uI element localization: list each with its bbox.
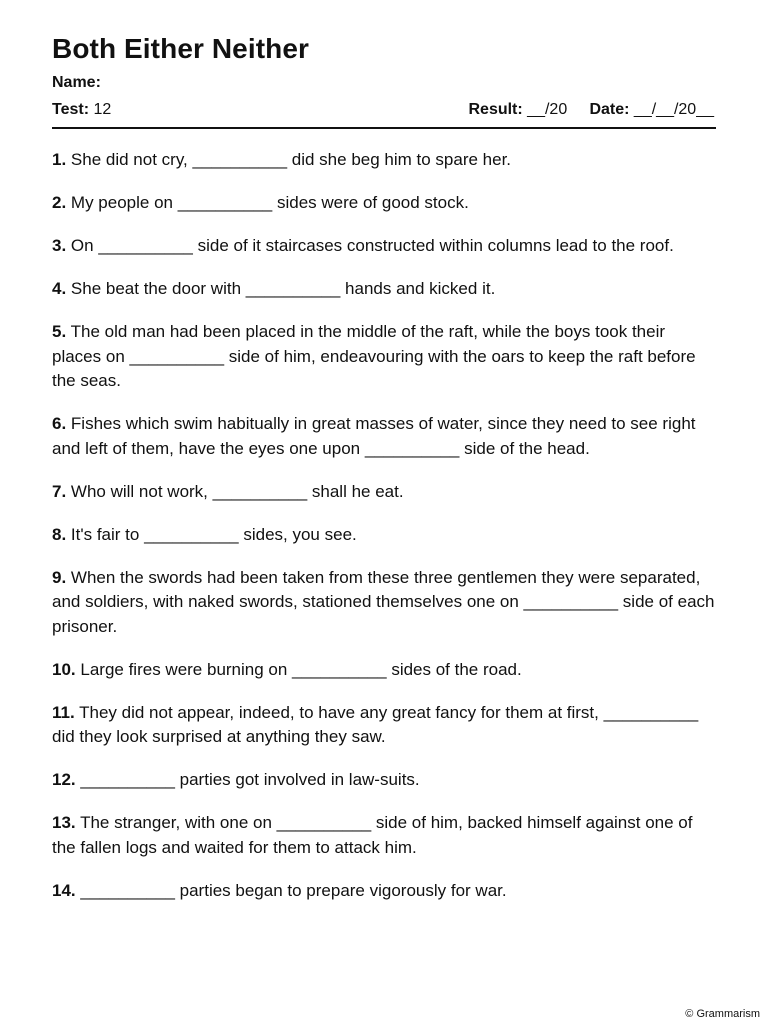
question-number: 2. xyxy=(52,193,67,212)
question-number: 1. xyxy=(52,150,67,169)
question-text: The old man had been placed in the middle of the raft, while the boys took their places on __________ side of him, endeavouring with the oars to keep the raft before the seas. xyxy=(52,322,696,390)
question-item xyxy=(52,701,716,750)
question-text: She beat the door with __________ hands and kicked it. xyxy=(70,279,496,298)
question-number: 5. xyxy=(52,322,67,341)
question-item xyxy=(52,566,716,640)
question-item xyxy=(52,811,716,860)
result-date-info xyxy=(468,101,714,119)
question-item xyxy=(52,412,716,461)
question-item xyxy=(52,768,716,793)
question-number: 13. xyxy=(52,813,76,832)
question-text: On __________ side of it staircases constructed within columns lead to the roof. xyxy=(70,236,674,255)
result-label: Result: xyxy=(468,101,523,118)
question-item xyxy=(52,191,716,216)
copyright-notice: © Grammarism xyxy=(685,1008,760,1020)
question-number: 7. xyxy=(52,481,67,501)
test-label: Test: xyxy=(52,101,90,118)
question-number: 8. xyxy=(52,524,67,544)
page-title: Both Either Neither xyxy=(52,33,310,64)
question-item xyxy=(52,320,716,394)
question-text: My people on __________ sides were of good stock. xyxy=(70,193,469,212)
question-text: The stranger, with one on __________ side of him, backed himself against one of the fallen logs and waited for them to attack him. xyxy=(52,813,693,857)
question-text: __________ parties got involved in law-suits. xyxy=(80,770,420,789)
worksheet-page xyxy=(52,0,716,1024)
question-number: 12. xyxy=(52,770,76,789)
question-item xyxy=(52,234,716,259)
question-item xyxy=(52,658,716,683)
question-item xyxy=(52,148,716,173)
question-number: 14. xyxy=(52,880,76,900)
question-text: She did not cry, __________ did she beg him to spare her. xyxy=(70,150,512,169)
question-text: Large fires were burning on __________ sides of the road. xyxy=(80,659,522,679)
question-number: 6. xyxy=(52,414,67,433)
question-text: They did not appear, indeed, to have any great fancy for them at first, __________ did they look surprised at anything they saw. xyxy=(52,702,699,746)
question-number: 4. xyxy=(52,279,67,298)
question-item xyxy=(52,277,716,302)
question-number: 3. xyxy=(52,236,67,255)
question-text: __________ parties began to prepare vigorously for war. xyxy=(80,880,507,900)
date-label: Date: xyxy=(589,101,630,118)
test-number: 12 xyxy=(93,101,112,118)
name-field xyxy=(52,74,101,92)
question-text: When the swords had been taken from these three gentlemen they were separated, and soldiers, with naked swords, stationed themselves one on __________ side of each prisoner. xyxy=(52,567,715,636)
date-value: __/__/20__ xyxy=(633,101,714,118)
result-value: __/20 xyxy=(527,101,568,118)
question-list xyxy=(52,148,716,922)
question-text: It's fair to __________ sides, you see. xyxy=(70,524,357,544)
question-text: Who will not work, __________ shall he eat. xyxy=(70,481,404,501)
test-info xyxy=(52,101,111,119)
question-item xyxy=(52,879,716,904)
question-number: 11. xyxy=(52,702,75,722)
question-item xyxy=(52,480,716,505)
name-label: Name: xyxy=(52,74,101,91)
question-number: 9. xyxy=(52,567,67,587)
test-meta-row xyxy=(52,101,716,129)
question-text: Fishes which swim habitually in great masses of water, since they need to see right and left of them, have the eyes one upon __________ side of the head. xyxy=(52,414,696,458)
question-number: 10. xyxy=(52,659,76,679)
question-item xyxy=(52,523,716,548)
